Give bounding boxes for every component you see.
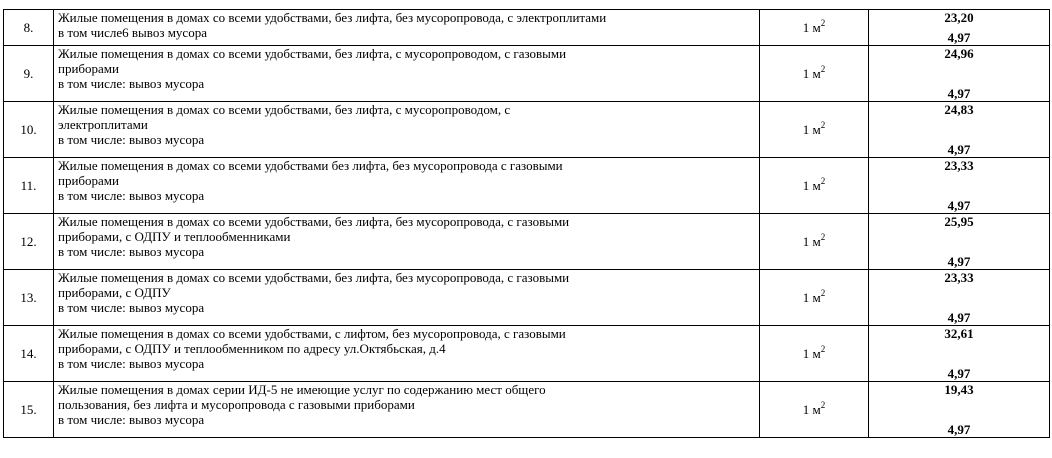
unit-base: 1 м: [802, 178, 821, 193]
unit-base: 1 м: [802, 290, 821, 305]
row-price: [869, 158, 1050, 214]
row-number: 13.: [4, 270, 54, 326]
row-description: [54, 102, 760, 158]
description-sub: в том числе: вывоз мусора: [58, 412, 205, 427]
row-number: 12.: [4, 214, 54, 270]
unit-power: 2: [820, 17, 826, 28]
unit-power: 2: [820, 287, 826, 298]
description-main: Жилые помещения в домах со всеми удобствами, без лифта, без мусоропровода, с газовыми приборами, с ОДПУ и теплообменниками: [58, 214, 570, 244]
unit-base: 1 м: [802, 402, 821, 417]
tariff-table: [3, 9, 1050, 438]
row-number: 10.: [4, 102, 54, 158]
description-sub: в том числе: вывоз мусора: [58, 356, 205, 371]
price-waste-removal: 4,97: [947, 310, 971, 325]
description-sub: в том числе: вывоз мусора: [58, 76, 205, 91]
row-description: [54, 326, 760, 382]
row-number: 11.: [4, 158, 54, 214]
description-main: Жилые помещения в домах со всеми удобствами, с лифтом, без мусоропровода, с газовыми приборами, с ОДПУ и теплообменником по адресу ул.Октябьская, д.4: [58, 326, 566, 356]
row-unit: [760, 270, 869, 326]
unit-base: 1 м: [802, 20, 821, 35]
unit-power: 2: [820, 119, 826, 130]
row-description: [54, 158, 760, 214]
description-main: Жилые помещения в домах со всеми удобствами, без лифта, без мусоропровода, с электроплитами: [58, 10, 607, 25]
price-waste-removal: 4,97: [947, 86, 971, 101]
unit-power: 2: [820, 231, 826, 242]
unit-power: 2: [820, 63, 826, 74]
price-waste-removal: 4,97: [947, 366, 971, 381]
price-total: 24,83: [944, 102, 974, 117]
row-price: [869, 102, 1050, 158]
price-waste-removal: 4,97: [947, 142, 971, 157]
description-main: Жилые помещения в домах со всеми удобствами, без лифта, с мусоропроводом, с электроплитами: [58, 102, 511, 132]
unit-power: 2: [820, 175, 826, 186]
table-row: [4, 382, 1050, 438]
row-unit: [760, 46, 869, 102]
description-main: Жилые помещения в домах со всеми удобствами, без лифта, без мусоропровода, с газовыми приборами, с ОДПУ: [58, 270, 570, 300]
table-row: [4, 270, 1050, 326]
description-main: Жилые помещения в домах со всеми удобствами, без лифта, с мусоропроводом, с газовыми приборами: [58, 46, 567, 76]
row-unit: [760, 326, 869, 382]
row-unit: [760, 214, 869, 270]
price-total: 23,33: [944, 158, 974, 173]
price-waste-removal: 4,97: [947, 198, 971, 213]
row-price: [869, 270, 1050, 326]
description-main: Жилые помещения в домах со всеми удобствами без лифта, без мусоропровода с газовыми приборами: [58, 158, 563, 188]
description-sub: в том числе: вывоз мусора: [58, 188, 205, 203]
row-number: 8.: [4, 10, 54, 46]
table-row: [4, 214, 1050, 270]
row-description: [54, 214, 760, 270]
row-description: [54, 46, 760, 102]
row-number: 9.: [4, 46, 54, 102]
price-total: 23,33: [944, 270, 974, 285]
row-description: [54, 10, 760, 46]
row-description: [54, 382, 760, 438]
row-unit: [760, 10, 869, 46]
price-total: 32,61: [944, 326, 974, 341]
price-total: 25,95: [944, 214, 974, 229]
price-total: 19,43: [944, 382, 974, 397]
description-sub: в том числе: вывоз мусора: [58, 132, 205, 147]
row-price: [869, 214, 1050, 270]
table-row: [4, 158, 1050, 214]
row-price: [869, 382, 1050, 438]
unit-power: 2: [820, 399, 826, 410]
row-price: [869, 46, 1050, 102]
unit-base: 1 м: [802, 346, 821, 361]
price-total: 23,20: [944, 10, 974, 25]
row-price: [869, 326, 1050, 382]
row-unit: [760, 102, 869, 158]
row-price: [869, 10, 1050, 46]
unit-base: 1 м: [802, 66, 821, 81]
description-sub: в том числе: вывоз мусора: [58, 300, 205, 315]
table-row: [4, 10, 1050, 46]
unit-base: 1 м: [802, 234, 821, 249]
row-unit: [760, 158, 869, 214]
table-row: [4, 326, 1050, 382]
row-number: 15.: [4, 382, 54, 438]
row-unit: [760, 382, 869, 438]
price-waste-removal: 4,97: [947, 422, 971, 437]
row-number: 14.: [4, 326, 54, 382]
description-main: Жилые помещения в домах серии ИД-5 не имеющие услуг по содержанию мест общего пользования, без лифта и мусоропровода с газовыми приборами: [58, 382, 546, 412]
price-total: 24,96: [944, 46, 974, 61]
description-sub: в том числе: вывоз мусора: [58, 244, 205, 259]
table-row: [4, 102, 1050, 158]
tariff-table-body: [4, 10, 1050, 438]
description-sub: в том числе6 вывоз мусора: [58, 25, 207, 40]
unit-power: 2: [820, 343, 826, 354]
row-description: [54, 270, 760, 326]
unit-base: 1 м: [802, 122, 821, 137]
price-waste-removal: 4,97: [947, 254, 971, 269]
price-waste-removal: 4,97: [947, 30, 971, 45]
table-row: [4, 46, 1050, 102]
